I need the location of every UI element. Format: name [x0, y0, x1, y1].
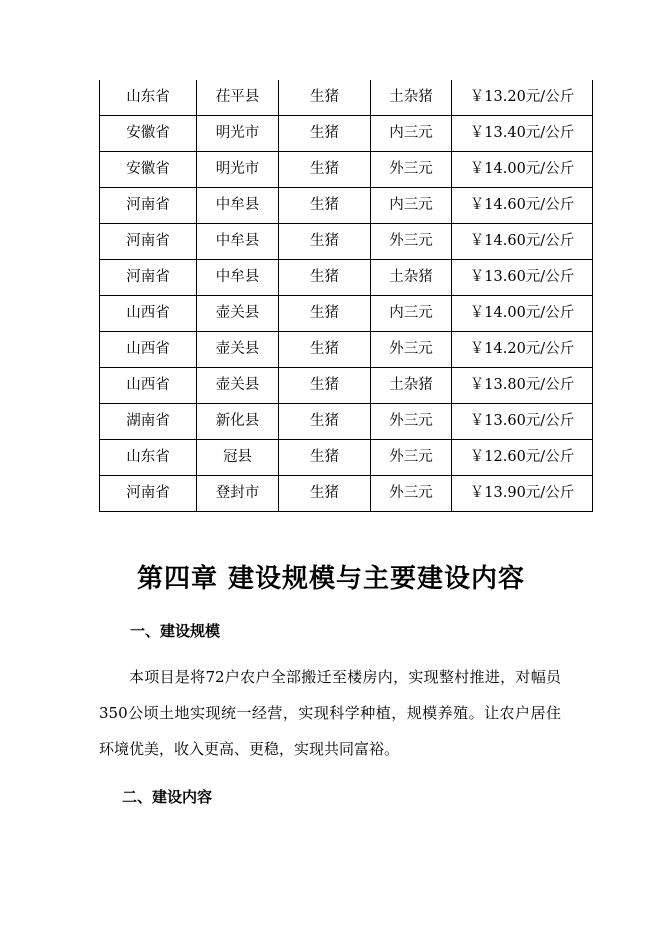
county-cell: 茌平县	[197, 80, 279, 116]
category-cell: 生猪	[279, 332, 371, 368]
price-table	[99, 80, 593, 512]
breed-cell: 外三元	[371, 332, 452, 368]
province-cell: 河南省	[100, 188, 197, 224]
category-cell: 生猪	[279, 152, 371, 188]
province-cell: 湖南省	[100, 404, 197, 440]
breed-cell: 内三元	[371, 296, 452, 332]
category-cell: 生猪	[279, 440, 371, 476]
breed-cell: 外三元	[371, 476, 452, 512]
province-cell: 河南省	[100, 476, 197, 512]
county-cell: 壶关县	[197, 296, 279, 332]
county-cell: 壶关县	[197, 368, 279, 404]
table-row	[100, 404, 593, 440]
table-row	[100, 260, 593, 296]
table-row	[100, 224, 593, 260]
province-cell: 山东省	[100, 440, 197, 476]
category-cell: 生猪	[279, 224, 371, 260]
breed-cell: 土杂猪	[371, 260, 452, 296]
breed-cell: 外三元	[371, 224, 452, 260]
province-cell: 山西省	[100, 332, 197, 368]
price-cell: ￥12.60元/公斤	[452, 440, 593, 476]
category-cell: 生猪	[279, 476, 371, 512]
province-cell: 安徽省	[100, 116, 197, 152]
price-table-body	[100, 80, 593, 512]
price-cell: ￥13.90元/公斤	[452, 476, 593, 512]
price-cell: ￥13.60元/公斤	[452, 260, 593, 296]
county-cell: 壶关县	[197, 332, 279, 368]
price-cell: ￥13.80元/公斤	[452, 368, 593, 404]
province-cell: 河南省	[100, 260, 197, 296]
table-row	[100, 188, 593, 224]
breed-cell: 内三元	[371, 116, 452, 152]
category-cell: 生猪	[279, 260, 371, 296]
section-heading-content: 二、建设内容	[122, 788, 213, 806]
province-cell: 山西省	[100, 368, 197, 404]
table-row	[100, 368, 593, 404]
breed-cell: 土杂猪	[371, 368, 452, 404]
county-cell: 明光市	[197, 116, 279, 152]
county-cell: 新化县	[197, 404, 279, 440]
price-cell: ￥13.60元/公斤	[452, 404, 593, 440]
breed-cell: 内三元	[371, 188, 452, 224]
category-cell: 生猪	[279, 116, 371, 152]
section-paragraph-scale: 本项目是将72户农户全部搬迁至楼房内，实现整村推进，对幅员350公顷土地实现统一经营，实现科学种植，规模养殖。让农户居住环境优美，收入更高、更稳，实现共同富裕。	[99, 668, 561, 758]
price-cell: ￥14.20元/公斤	[452, 332, 593, 368]
price-cell: ￥14.00元/公斤	[452, 152, 593, 188]
price-cell: ￥14.60元/公斤	[452, 188, 593, 224]
county-cell: 明光市	[197, 152, 279, 188]
category-cell: 生猪	[279, 296, 371, 332]
breed-cell: 外三元	[371, 440, 452, 476]
table-row	[100, 332, 593, 368]
price-cell: ￥14.60元/公斤	[452, 224, 593, 260]
county-cell: 中牟县	[197, 260, 279, 296]
breed-cell: 土杂猪	[371, 80, 452, 116]
province-cell: 山东省	[100, 80, 197, 116]
price-cell: ￥13.20元/公斤	[452, 80, 593, 116]
section-heading-scale: 一、建设规模	[130, 622, 221, 640]
table-row	[100, 476, 593, 512]
table-row	[100, 116, 593, 152]
province-cell: 山西省	[100, 296, 197, 332]
price-cell: ￥14.00元/公斤	[452, 296, 593, 332]
breed-cell: 外三元	[371, 404, 452, 440]
category-cell: 生猪	[279, 404, 371, 440]
category-cell: 生猪	[279, 80, 371, 116]
chapter-title: 第四章 建设规模与主要建设内容	[136, 564, 526, 594]
province-cell: 河南省	[100, 224, 197, 260]
county-cell: 冠县	[197, 440, 279, 476]
table-row	[100, 152, 593, 188]
table-row	[100, 296, 593, 332]
county-cell: 登封市	[197, 476, 279, 512]
breed-cell: 外三元	[371, 152, 452, 188]
province-cell: 安徽省	[100, 152, 197, 188]
price-cell: ￥13.40元/公斤	[452, 116, 593, 152]
table-row	[100, 80, 593, 116]
county-cell: 中牟县	[197, 188, 279, 224]
county-cell: 中牟县	[197, 224, 279, 260]
category-cell: 生猪	[279, 368, 371, 404]
table-row	[100, 440, 593, 476]
category-cell: 生猪	[279, 188, 371, 224]
